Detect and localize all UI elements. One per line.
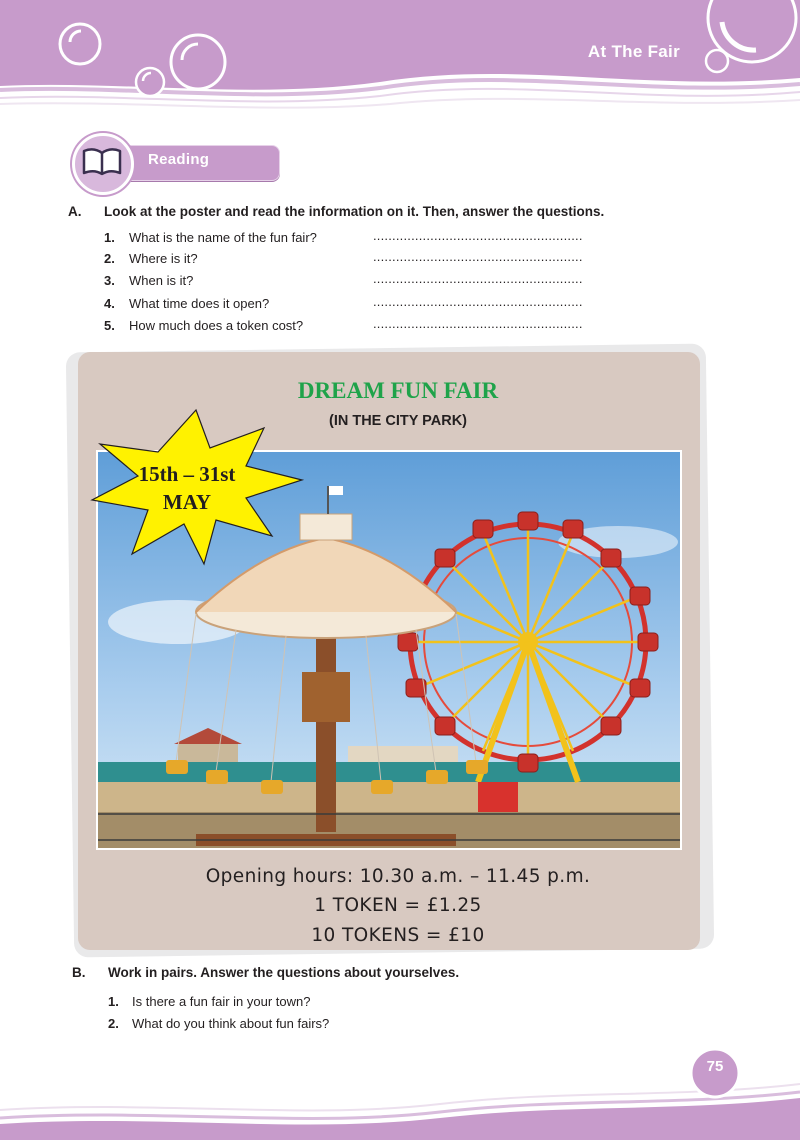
question-number: 2.: [108, 1016, 119, 1031]
question-text: Where is it?: [129, 251, 198, 266]
exercise-b-instruction: Work in pairs. Answer the questions about yourselves.: [108, 965, 460, 980]
exercise-a-letter: A.: [68, 204, 82, 219]
opening-hours: Opening hours: 10.30 a.m. – 11.45 p.m.: [205, 866, 591, 887]
answer-blank[interactable]: .......................................................: [373, 249, 583, 264]
chapter-title: At The Fair: [587, 42, 680, 61]
question-text: What do you think about fun fairs?: [132, 1016, 330, 1031]
answer-blank[interactable]: .......................................................: [373, 294, 583, 309]
bubble-icon: [702, 46, 732, 76]
question-text: What is the name of the fun fair?: [129, 230, 317, 245]
page-number: 75: [706, 1058, 724, 1075]
fair-month: MAY: [162, 490, 212, 514]
bubble-icon: [132, 64, 168, 100]
footer-band: [0, 1040, 800, 1140]
question-number: 4.: [104, 296, 115, 311]
section-label: Reading: [148, 151, 210, 168]
date-starburst: [86, 408, 306, 568]
token-price-single: 1 TOKEN = £1.25: [314, 895, 482, 916]
question-number: 2.: [104, 251, 115, 266]
question-text: How much does a token cost?: [129, 318, 304, 333]
question-number: 1.: [104, 230, 115, 245]
exercise-a-instruction: Look at the poster and read the information on it. Then, answer the questions.: [104, 204, 605, 219]
answer-blank[interactable]: .......................................................: [373, 228, 583, 243]
header-band: [0, 0, 800, 120]
token-price-ten: 10 TOKENS = £10: [311, 925, 485, 946]
poster-subtitle: (IN THE CITY PARK): [328, 413, 468, 429]
question-text: Is there a fun fair in your town?: [132, 994, 311, 1009]
bubble-icon: [56, 20, 104, 68]
bubble-icon: [166, 30, 230, 94]
question-number: 5.: [104, 318, 115, 333]
question-number: 1.: [108, 994, 119, 1009]
book-icon: [80, 145, 124, 177]
fair-dates: 15th – 31st: [138, 462, 236, 486]
exercise-b-letter: B.: [72, 965, 86, 980]
poster-title: DREAM FUN FAIR: [297, 378, 499, 403]
question-text: When is it?: [129, 273, 194, 288]
answer-blank[interactable]: .......................................................: [373, 316, 583, 331]
answer-blank[interactable]: .......................................................: [373, 271, 583, 286]
question-number: 3.: [104, 273, 115, 288]
question-text: What time does it open?: [129, 296, 270, 311]
